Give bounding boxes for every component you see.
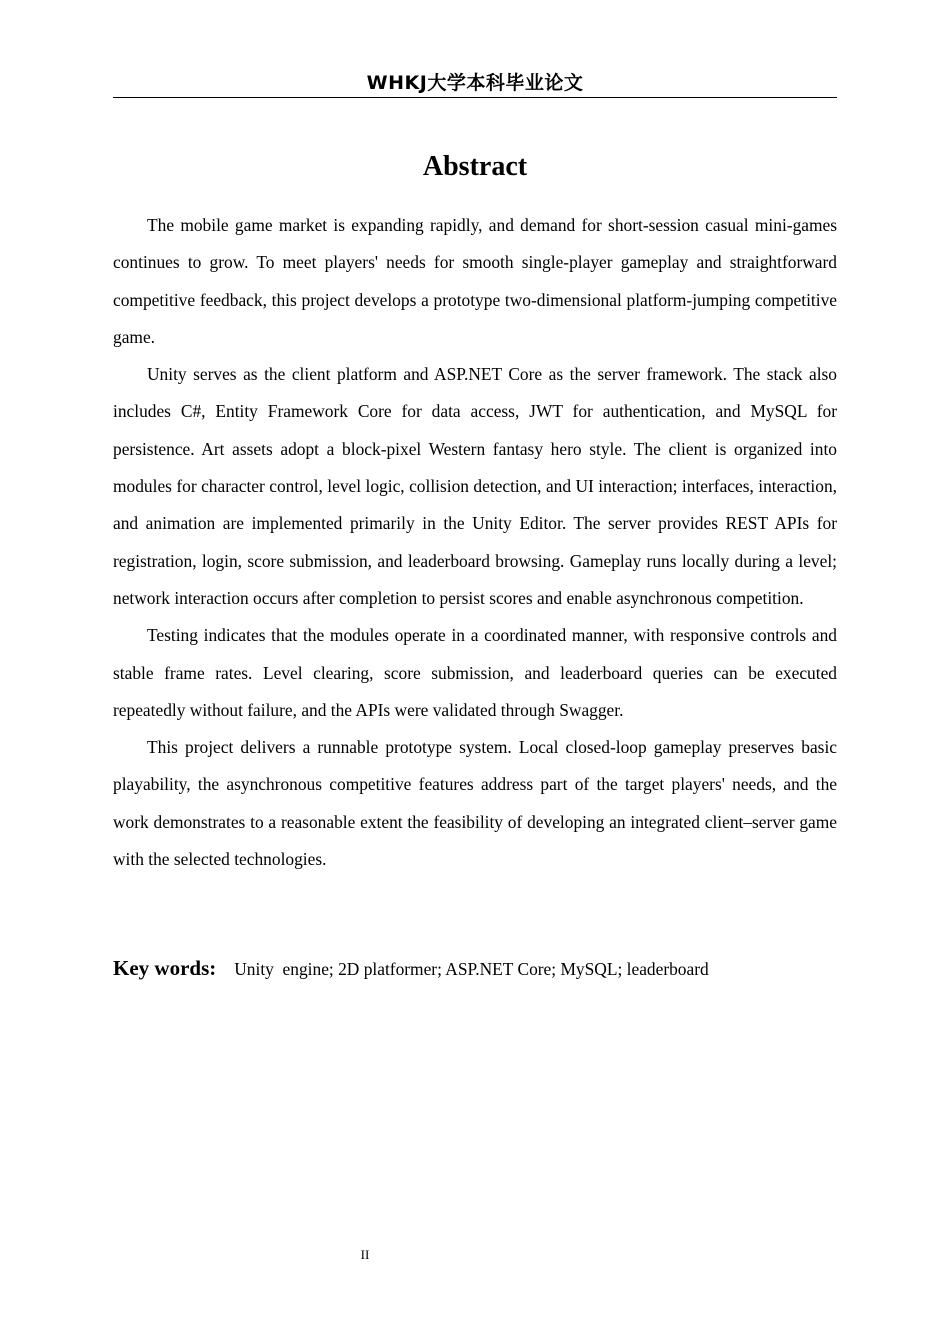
page-header (113, 70, 837, 98)
abstract-paragraph-3: Testing indicates that the modules operate in a coordinated manner, with responsive controls and stable frame rates. Level clearing, score submission, and leaderboard queries can be executed repeatedly without failure, and the APIs were validated through Swagger. (113, 625, 837, 720)
keywords-value: Unity engine; 2D platformer; ASP.NET Core; MySQL; leaderboard (234, 959, 709, 979)
abstract-paragraph-4: This project delivers a runnable prototype system. Local closed-loop gameplay preserves basic playability, the asynchronous competitive features address part of the target players' needs, and the work demonstrates to a reasonable extent the feasibility of developing an integrated client–server game with the selected technologies. (113, 737, 837, 870)
abstract-title: Abstract (422, 151, 528, 182)
abstract-paragraph-1: The mobile game market is expanding rapidly, and demand for short-session casual mini-games continues to grow. To meet players' needs for smooth single-player gameplay and straightforward competitive feedback, this project develops a prototype two-dimensional platform-jumping competitive game. (113, 215, 837, 347)
header-title: WHKJ大学本科毕业论文 (366, 72, 584, 94)
keywords-line (113, 953, 837, 984)
page-number: II (360, 1247, 370, 1262)
keywords-label: Key words: (113, 956, 217, 980)
abstract-paragraph-2: Unity serves as the client platform and ASP.NET Core as the server framework. The stack also includes C#, Entity Framework Core for data access, JWT for authentication, and MySQL for persistence. Art assets adopt a block-pixel Western fantasy hero style. The client is organized into modules for character control, level logic, collision detection, and UI interaction; interfaces, interaction, and animation are implemented primarily in the Unity Editor. The server provides REST APIs for registration, login, score submission, and leaderboard browsing. Gameplay runs locally during a level; network interaction occurs after completion to persist scores and enable asynchronous competition. (113, 364, 837, 608)
abstract-body (113, 207, 837, 878)
